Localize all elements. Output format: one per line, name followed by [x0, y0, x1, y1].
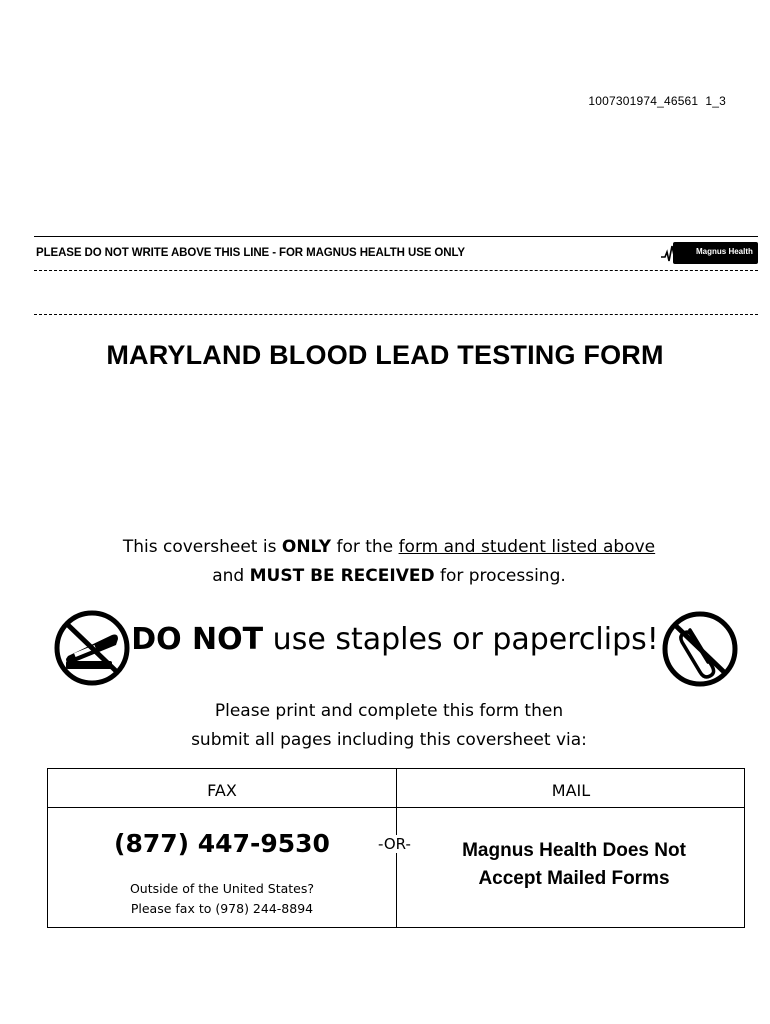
dashed-divider-bottom: [34, 314, 758, 315]
logo-text: Magnus Health: [696, 247, 753, 256]
international-fax-line-1: Outside of the United States?: [129, 881, 315, 896]
fax-header: FAX: [207, 781, 237, 800]
document-id: 1007301974_46561 1_3: [588, 94, 726, 108]
top-divider: [34, 236, 758, 237]
mail-header: MAIL: [551, 781, 591, 800]
instruction-line-2: submit all pages including this coversheet via:: [191, 730, 587, 750]
coversheet-line-2: and MUST BE RECEIVED for processing.: [212, 566, 566, 586]
mail-notice-line-1: Magnus Health Does Not: [462, 840, 686, 861]
magnus-health-logo: [660, 240, 758, 266]
dashed-divider-top: [34, 270, 758, 271]
instruction-line-1: Please print and complete this form then: [214, 701, 564, 721]
mail-notice: [438, 837, 710, 893]
or-separator: -OR-: [378, 835, 411, 853]
no-paperclips-icon: [660, 610, 740, 688]
submission-table: [47, 768, 745, 928]
coversheet-line-1: This coversheet is ONLY for the form and student listed above: [122, 537, 656, 557]
form-title: MARYLAND BLOOD LEAD TESTING FORM: [106, 340, 664, 370]
international-fax-line-2: Please fax to (978) 244-8894: [130, 901, 314, 916]
mail-notice-line-2: Accept Mailed Forms: [478, 868, 670, 889]
fax-number: (877) 447-9530: [114, 829, 330, 858]
staff-use-notice: PLEASE DO NOT WRITE ABOVE THIS LINE - FOR MAGNUS HEALTH USE ONLY: [36, 247, 465, 259]
staples-warning: DO NOT use staples or paperclips!: [131, 622, 659, 657]
